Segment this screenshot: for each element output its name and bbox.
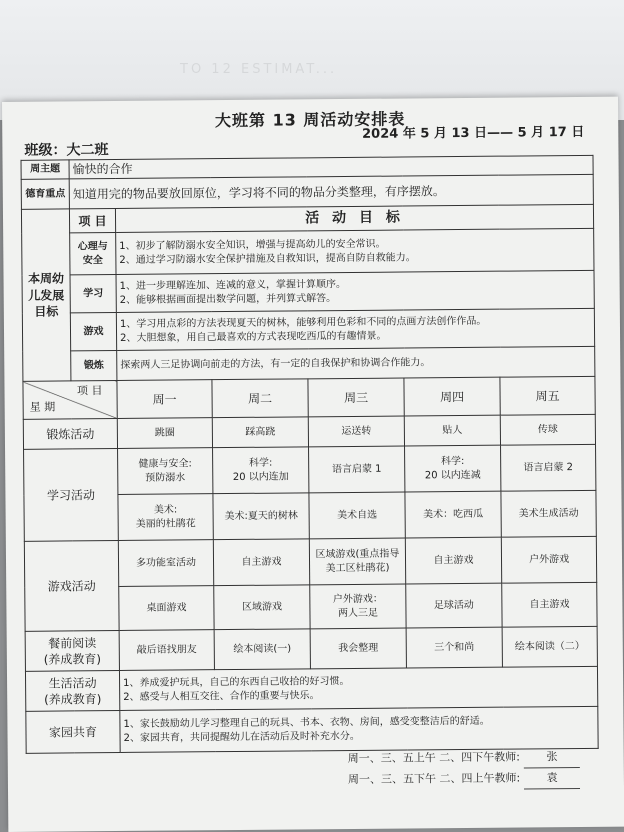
goals-section-label: 本周幼儿发展目标 [21,209,70,381]
teacher-name: 张 [524,747,580,768]
schedule-cell: 绘本阅读(一) [214,629,310,670]
teacher-schedule: 周一、三、五下午 二、四上午教师: [347,771,521,787]
schedule-cell: 户外游戏： 两人三足 [310,584,406,629]
moral-value: 知道用完的物品要放回原位，学习将不同的物品分类整理，有序摆放。 [69,175,593,210]
goal-line: 1、初步了解防溺水安全知识，增强与提高幼儿的安全常识。 [119,238,386,253]
goal-line: 2、能够根据画面提出数学问题，并列算式解答。 [119,292,337,306]
schedule-cell: 户外游戏 [501,537,596,584]
schedule-cell: 贴人 [404,415,500,446]
teacher-signatures [348,747,581,791]
goal-line: 2、大胆想象，用自己最喜欢的方式表现吃西瓜的有趣情景。 [120,330,387,344]
schedule-cell: 语言启蒙 2 [501,445,596,492]
class-label: 班级：大二班 [24,142,109,159]
goal-line: 1、进一步理解连加、连减的意义，掌握计算顺序。 [119,279,347,293]
reading-row [25,627,597,672]
exercise-label: 锻炼活动 [23,419,117,450]
life-line: 1、养成爱护玩具，自己的东西自己收拾的好习惯。 [123,676,350,690]
schedule-cell: 科学: 20 以内连加 [213,447,309,494]
life-line: 2、感受与人相互交往、合作的重要与快乐。 [123,689,320,703]
background-text: TO 12 ESTIMAT... [180,62,338,77]
header-week: 星 期 [29,400,56,415]
schedule-cell: 跳圈 [117,418,212,449]
day-header: 周五 [500,377,595,416]
schedule-table [21,155,599,754]
page-title: 大班第 13 周活动安排表 [214,109,406,131]
schedule-cell: 自主游戏 [502,583,597,628]
teacher-line [348,768,580,791]
date-range: 2024 年 5 月 13 日—— 5 月 17 日 [362,124,585,142]
schedule-cell: 语言启蒙 1 [309,446,405,493]
learning-row [24,445,596,496]
schedule-cell: 美术：吃西瓜 [405,491,501,538]
home-label: 家园共育 [26,711,120,754]
schedule-cell: 美术生成活动 [501,491,596,538]
schedule-cell: 区域游戏 [214,585,310,630]
goals-item-header: 项 目 [69,209,115,233]
games-label: 游戏活动 [24,541,119,632]
schedule-cell: 科学: 20 以内连减 [405,445,501,492]
header-item: 项 目 [76,384,103,398]
schedule-cell: 绘本阅读（二） [502,627,597,668]
schedule-cell: 运送转 [308,416,404,447]
life-label: 生活活动 (养成教育) [25,671,119,712]
teacher-schedule: 周一、三、五上午 二、四下午教师: [347,750,520,766]
goals-goal-header: 活 动 目 标 [115,205,593,233]
goal-item: 学习 [70,275,116,313]
schedule-cell: 自主游戏 [213,539,309,586]
goal-item: 心理与安全 [70,233,116,275]
theme-label: 周主题 [21,160,69,180]
reading-label: 餐前阅读 (养成教育) [25,631,119,672]
day-header: 周三 [308,378,404,417]
home-row [26,707,598,754]
games-row [24,537,596,588]
schedule-cell: 美术自选 [309,492,405,539]
goal-line: 2、通过学习防溺水安全保护措施及自救知识，提高自防自救能力。 [119,252,416,266]
schedule-cell: 三个和尚 [406,627,502,668]
schedule-header-row [23,377,595,420]
home-line: 2、家园共育，共同提醒幼儿在活动后及时补充水分。 [123,730,360,744]
home-line: 1、家长鼓励幼儿学习整理自己的玩具、书本、衣物、房间，感受变整洁后的舒适。 [123,715,490,731]
teacher-line [348,747,580,770]
day-header: 周四 [404,377,500,416]
schedule-sheet [2,97,624,832]
theme-value: 愉快的合作 [69,155,593,179]
moral-row [21,175,593,210]
teacher-name: 袁 [524,768,580,789]
schedule-cell: 自主游戏 [405,537,501,584]
schedule-cell: 我会整理 [310,628,406,669]
schedule-cell: 区域游戏(重点指导美工区杜鹃花) [309,538,405,585]
goal-row [22,309,594,352]
life-row [25,667,597,712]
goal-item: 游戏 [70,313,116,351]
schedule-cell: 健康与安全: 预防溺水 [118,448,213,495]
goal-row [22,271,594,314]
schedule-cell: 多功能室活动 [118,540,213,587]
schedule-cell: 足球活动 [406,583,502,628]
day-header: 周一 [117,380,212,419]
diagonal-header-cell [23,381,117,420]
day-header: 周二 [212,379,308,418]
schedule-cell: 桌面游戏 [119,586,214,631]
goal-row [22,229,594,276]
schedule-cell: 美术:夏天的树林 [213,493,309,540]
goal-line: 1、学习用点彩的方法表现夏天的树林，能够利用色彩和不同的点画方法创作作品。 [119,315,487,331]
schedule-cell: 美术: 美丽的杜鹃花 [118,494,213,541]
exercise-row [23,415,595,450]
goal-item: 锻炼 [71,351,117,381]
schedule-cell: 传球 [500,415,595,446]
schedule-cell: 踩高跷 [212,417,308,448]
goal-line: 探索两人三足协调向前走的方法，有一定的自我保护和协调合作能力。 [120,357,431,371]
moral-label: 德育重点 [21,179,69,209]
schedule-cell: 敲后语找朋友 [119,630,214,671]
learning-label: 学习活动 [24,449,119,542]
